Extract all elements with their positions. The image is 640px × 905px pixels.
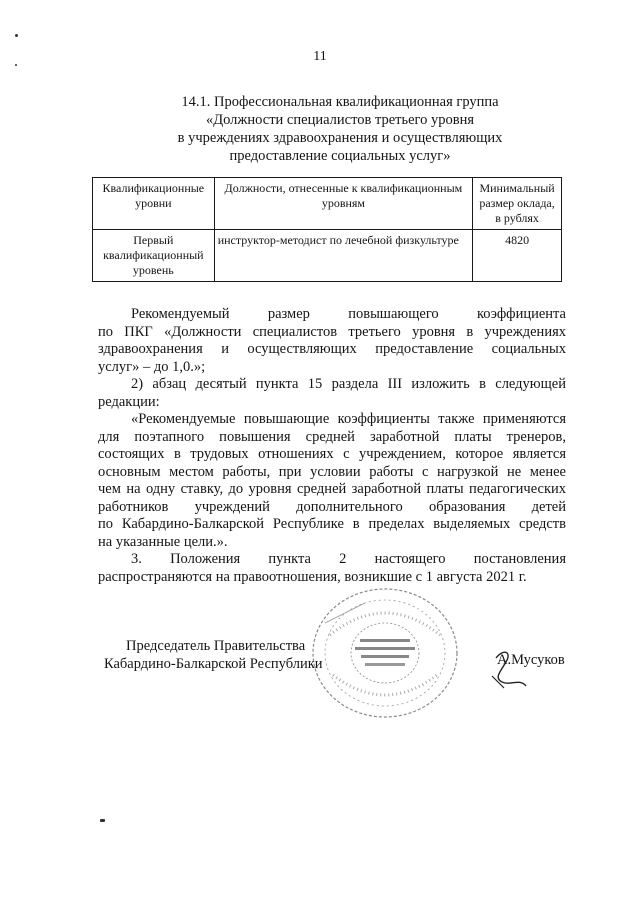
text-line: услуг» – до 1,0.»; xyxy=(98,358,206,375)
table-header-row xyxy=(93,178,562,230)
paragraph-coefficient xyxy=(98,306,566,376)
table-row xyxy=(93,230,562,282)
text-line: редакции: xyxy=(98,393,160,410)
cell-salary: 4820 xyxy=(473,230,562,282)
text-line: по Кабардино-Балкарской Республике в пределах выделяемых средств xyxy=(98,516,566,532)
cell-position: инструктор-методист по лечебной физкультуре xyxy=(214,230,472,282)
qualification-table xyxy=(92,177,562,282)
cell-level: Первый квалификационный уровень xyxy=(93,230,215,282)
heading-line: 14.1. Профессиональная квалификационная группа xyxy=(181,94,499,110)
header-positions: Должности, отнесенные к квалификационным уровням xyxy=(214,178,472,230)
text-line: основным местом работы, при условии работы с нагрузкой не менее xyxy=(98,463,566,480)
heading-line: в учреждениях здравоохранения и осуществляющих xyxy=(177,130,503,146)
official-stamp xyxy=(305,583,465,723)
signatory-name: А.Мусуков xyxy=(497,652,565,668)
text-line: по ПКГ «Должности специалистов третьего уровня в учреждениях xyxy=(98,323,566,340)
signatory-title-line: Кабардино-Балкарской Республики xyxy=(104,656,323,672)
text-line: для поэтапного повышения средней заработной платы тренеров, xyxy=(98,428,566,445)
text-line: 2) абзац десятый пункта 15 раздела III изложить в следующей xyxy=(131,376,566,392)
text-line: «Рекомендуемые повышающие коэффициенты также применяются xyxy=(131,411,566,427)
text-line: работников учреждений дополнительного образования детей xyxy=(98,498,566,515)
paragraph-quote xyxy=(98,411,566,551)
text-line: чем на одну ставку, до уровня средней заработной платы педагогических xyxy=(98,481,566,497)
scan-speck xyxy=(100,819,105,822)
text-line: 3. Положения пункта 2 настоящего постановления xyxy=(131,551,566,567)
scan-speck xyxy=(15,34,18,37)
text-line: на указанные цели.». xyxy=(98,533,228,550)
header-levels: Квалификационные уровни xyxy=(93,178,215,230)
section-heading xyxy=(130,93,550,165)
signatory-title-line: Председатель Правительства xyxy=(126,638,306,654)
text-line: здравоохранения и осуществляющих предоставление социальных xyxy=(98,341,566,357)
header-salary: Минимальный размер оклада, в рублях xyxy=(473,178,562,230)
heading-line: «Должности специалистов третьего уровня xyxy=(205,112,475,128)
signatory-title xyxy=(104,637,323,673)
text-line: распространяются на правоотношения, возникшие с 1 августа 2021 г. xyxy=(98,568,527,585)
paragraph-effective xyxy=(98,551,566,586)
paragraph-amendment xyxy=(98,376,566,411)
text-line: состоящих в трудовых отношениях с учреждением, которое является xyxy=(98,446,566,462)
heading-line: предоставление социальных услуг» xyxy=(229,148,451,164)
text-line: Рекомендуемый размер повышающего коэффициента xyxy=(131,306,566,322)
page-number: 11 xyxy=(313,49,327,64)
